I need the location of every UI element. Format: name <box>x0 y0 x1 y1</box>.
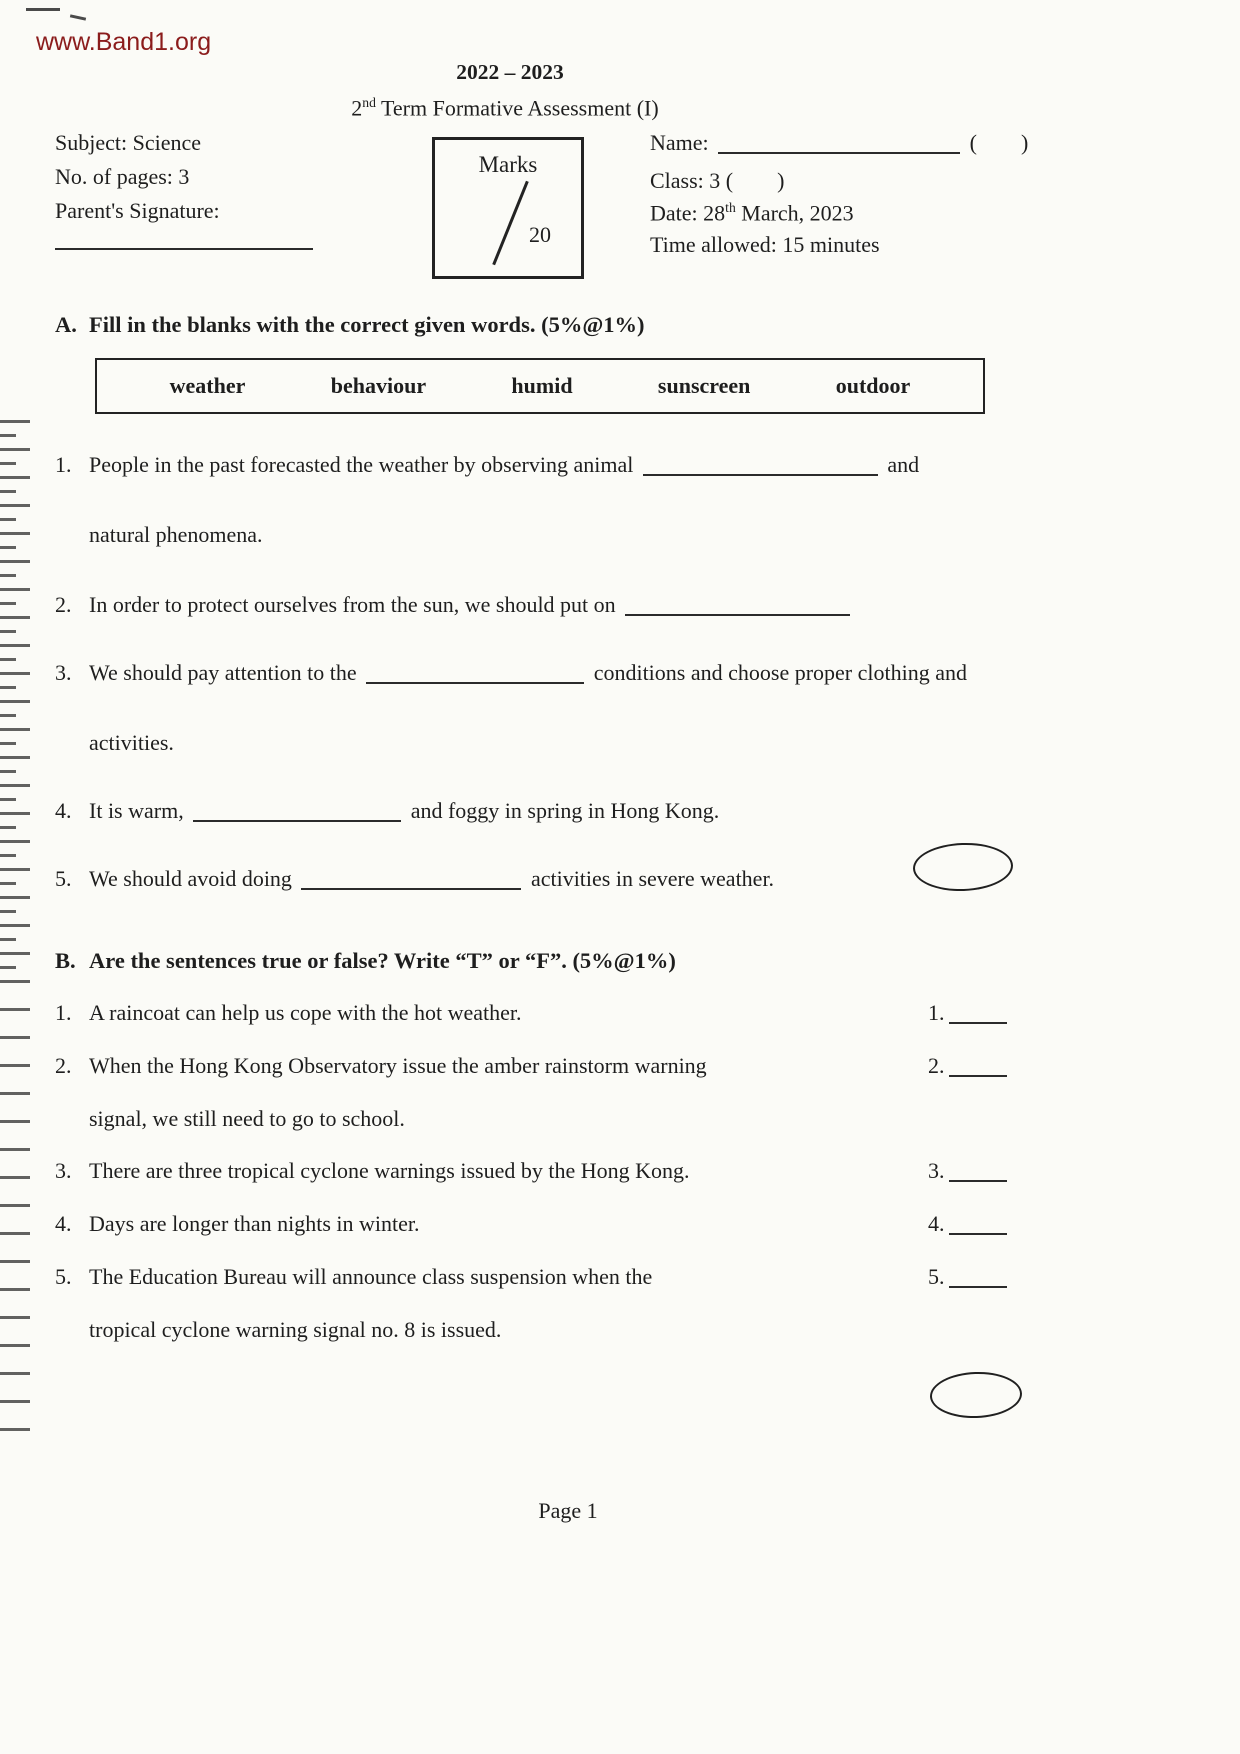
question-text: A raincoat can help us cope with the hot weather. <box>89 1000 522 1025</box>
question-a1 <box>55 452 1175 478</box>
word-bank-item: weather <box>169 373 246 398</box>
question-text: The Education Bureau will announce class suspension when the <box>89 1264 653 1289</box>
question-a1-line2: natural phenomena. <box>89 522 263 547</box>
answer-blank <box>625 594 850 616</box>
section-a-heading <box>55 312 645 338</box>
question-text: There are three tropical cyclone warnings issued by the Hong Kong. <box>89 1158 690 1183</box>
question-text-after: and <box>887 452 920 477</box>
answer-blank <box>949 1160 1007 1182</box>
answer-blank <box>301 868 521 890</box>
question-text: In order to protect ourselves from the sun, we should put on <box>89 592 616 617</box>
marks-slash-icon <box>492 181 528 266</box>
answer-blank <box>949 1002 1007 1024</box>
name-row <box>650 130 1028 156</box>
question-a3 <box>55 660 1205 686</box>
answer-number: 5. <box>928 1264 945 1289</box>
section-b-heading-text: Are the sentences true or false? Write “T” or “F”. (5%@1%) <box>89 948 676 973</box>
question-number: 1. <box>55 1000 72 1025</box>
question-text-after: activities in severe weather. <box>530 866 775 891</box>
section-a-letter: A. <box>55 312 77 337</box>
paper-title-rest: Term Formative Assessment (I) <box>375 95 659 121</box>
answer-blank <box>366 662 584 684</box>
name-blank <box>718 132 960 154</box>
parent-signature-line <box>55 226 313 250</box>
question-text: We should avoid doing <box>89 866 292 891</box>
question-b2 <box>55 1053 915 1079</box>
question-number: 5. <box>55 1264 72 1289</box>
scan-artifact <box>26 8 60 11</box>
question-number: 4. <box>55 798 72 823</box>
question-text: Days are longer than nights in winter. <box>89 1211 420 1236</box>
score-oval <box>929 1370 1023 1419</box>
question-number: 3. <box>55 660 72 685</box>
question-number: 5. <box>55 866 72 891</box>
word-bank-item: outdoor <box>835 373 911 398</box>
question-b1 <box>55 1000 915 1026</box>
page-number: Page 1 <box>538 1498 598 1523</box>
question-b5 <box>55 1264 915 1290</box>
question-a3-line2: activities. <box>89 730 174 755</box>
question-b4 <box>55 1211 915 1237</box>
question-b5-line2: tropical cyclone warning signal no. 8 is issued. <box>89 1317 502 1342</box>
answer-slot-b1 <box>928 1000 1011 1026</box>
question-number: 1. <box>55 452 72 477</box>
question-number: 4. <box>55 1211 72 1236</box>
parent-signature-label: Parent's Signature: <box>55 198 220 223</box>
paper-title-ordinal: nd <box>362 95 376 110</box>
date-ordinal: th <box>725 200 736 215</box>
class-line: Class: 3 ( ) <box>650 168 785 193</box>
answer-slot-b4 <box>928 1211 1011 1237</box>
date-rest: March, 2023 <box>735 200 854 226</box>
question-text-after: conditions and choose proper clothing and <box>593 660 967 685</box>
answer-slot-b3 <box>928 1158 1011 1184</box>
paper-title <box>351 95 658 121</box>
answer-blank <box>949 1213 1007 1235</box>
scan-artifact <box>70 14 86 20</box>
binding-marks <box>0 434 16 994</box>
question-number: 2. <box>55 592 72 617</box>
paper-title-prefix: 2 <box>351 95 363 121</box>
answer-slot-b2 <box>928 1053 1011 1079</box>
word-bank-item: sunscreen <box>657 373 751 398</box>
marks-total: 20 <box>529 222 551 247</box>
watermark-url: www.Band1.org <box>36 28 212 56</box>
question-number: 2. <box>55 1053 72 1078</box>
answer-number: 4. <box>928 1211 945 1236</box>
section-a-heading-text: Fill in the blanks with the correct given words. (5%@1%) <box>89 312 645 337</box>
answer-blank <box>949 1266 1007 1288</box>
section-b-heading <box>55 948 676 974</box>
marks-box <box>432 137 584 279</box>
question-text: When the Hong Kong Observatory issue the amber rainstorm warning <box>89 1053 707 1078</box>
name-paren: ( ) <box>969 130 1029 155</box>
school-year: 2022 – 2023 <box>456 60 564 84</box>
subject-line: Subject: Science <box>55 130 202 155</box>
answer-number: 3. <box>928 1158 945 1183</box>
answer-blank <box>949 1055 1007 1077</box>
answer-blank <box>193 800 401 822</box>
question-b2-line2: signal, we still need to go to school. <box>89 1106 405 1131</box>
question-b3 <box>55 1158 915 1184</box>
date-line <box>650 200 854 226</box>
word-bank-item: behaviour <box>330 373 427 398</box>
pages-line: No. of pages: 3 <box>55 164 190 189</box>
marks-label: Marks <box>478 152 538 177</box>
question-text-after: and foggy in spring in Hong Kong. <box>410 798 720 823</box>
name-label: Name: <box>650 130 709 155</box>
word-bank-item: humid <box>511 373 573 398</box>
question-a2 <box>55 592 1175 618</box>
answer-slot-b5 <box>928 1264 1011 1290</box>
answer-blank <box>643 454 878 476</box>
time-allowed-line: Time allowed: 15 minutes <box>650 232 880 257</box>
question-number: 3. <box>55 1158 72 1183</box>
date-prefix: Date: 28 <box>650 200 726 226</box>
question-a4 <box>55 798 1175 824</box>
question-text: It is warm, <box>89 798 184 823</box>
answer-number: 2. <box>928 1053 945 1078</box>
answer-number: 1. <box>928 1000 945 1025</box>
word-bank <box>95 358 985 414</box>
question-text: We should pay attention to the <box>89 660 357 685</box>
section-b-letter: B. <box>55 948 76 973</box>
question-text: People in the past forecasted the weather by observing animal <box>89 452 634 477</box>
